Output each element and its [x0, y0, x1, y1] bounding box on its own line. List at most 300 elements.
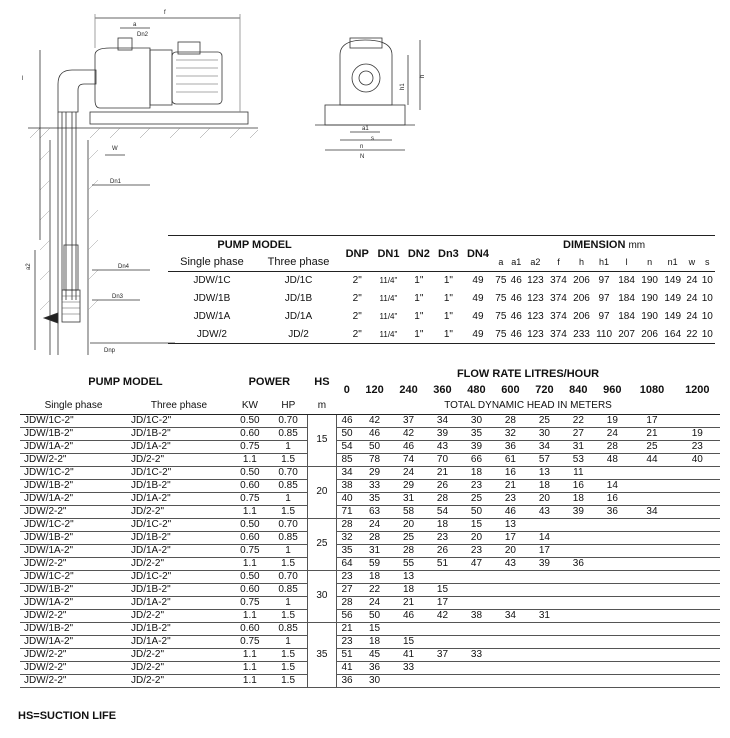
head-value-cell	[675, 531, 720, 544]
hp-cell: 0.85	[269, 531, 308, 544]
hs-cell: 15	[308, 414, 336, 466]
hs-cell: 35	[308, 622, 336, 687]
dim-value-cell: 24	[686, 293, 698, 304]
head-value-cell	[629, 661, 674, 674]
head-value-cell	[459, 635, 493, 648]
head-value-cell	[493, 674, 527, 687]
kw-cell: 1.1	[231, 557, 269, 570]
dim-value-cell: 46	[509, 326, 524, 344]
head-value-cell: 36	[595, 505, 629, 518]
head-value-cell	[595, 648, 629, 661]
dim-value-cell: 10	[701, 293, 713, 304]
head-value-cell: 34	[493, 609, 527, 622]
head-value-cell	[493, 596, 527, 609]
performance-row	[20, 661, 720, 674]
dnp-header: DNP	[345, 247, 369, 260]
head-value-cell: 41	[392, 648, 426, 661]
hp-cell: 0.85	[269, 479, 308, 492]
three-phase-model-cell: JD/2-2"	[127, 557, 231, 570]
performance-row	[20, 674, 720, 687]
head-value-cell	[629, 518, 674, 531]
head-value-cell	[675, 635, 720, 648]
head-value-cell	[561, 570, 595, 583]
dim-cell-single: JDW/1B	[193, 293, 231, 304]
hp-cell: 1.5	[269, 648, 308, 661]
head-value-cell	[527, 635, 561, 648]
head-value-cell: 28	[426, 492, 460, 505]
head-value-cell: 31	[392, 492, 426, 505]
dim-value-cell: 206	[570, 272, 593, 290]
hp-cell: 1.5	[269, 557, 308, 570]
dim-value-cell: 190	[641, 293, 658, 304]
performance-row	[20, 518, 720, 531]
flow-value-header: 720	[535, 384, 554, 396]
head-value-cell	[675, 583, 720, 596]
dim-value-cell: 10	[700, 326, 715, 344]
perf-hs-header: HS	[314, 376, 330, 388]
dim-value-cell: 374	[547, 326, 570, 344]
head-value-cell	[595, 570, 629, 583]
dim-value-cell: 374	[547, 272, 570, 290]
head-value-cell: 38	[336, 479, 358, 492]
dim-value-cell: 206	[638, 326, 661, 344]
dim-value-cell: 184	[618, 311, 635, 322]
head-value-cell: 63	[358, 505, 392, 518]
head-value-cell: 46	[392, 609, 426, 622]
dim-col: a	[498, 257, 504, 268]
dimension-row	[168, 326, 715, 344]
dim-value-cell: 123	[524, 272, 547, 290]
dim-cell-dn2: 1"	[414, 311, 424, 322]
head-value-cell	[561, 648, 595, 661]
head-value-cell: 34	[527, 440, 561, 453]
head-value-cell: 18	[426, 518, 460, 531]
head-value-cell: 48	[595, 453, 629, 466]
head-value-cell: 59	[358, 557, 392, 570]
dim-cell-dnp: 2"	[352, 311, 362, 322]
head-value-cell	[629, 648, 674, 661]
head-value-cell: 17	[527, 544, 561, 557]
head-value-cell	[493, 622, 527, 635]
dim-cell-dn3: 1"	[443, 311, 453, 322]
dim-value-cell: 75	[493, 272, 508, 290]
head-value-cell	[629, 466, 674, 479]
head-value-cell: 13	[527, 466, 561, 479]
single-phase-model-cell: JDW/1C-2"	[20, 414, 127, 427]
svg-text:a: a	[133, 22, 137, 28]
kw-cell: 1.1	[231, 674, 269, 687]
foot-valve	[62, 290, 80, 322]
kw-cell: 0.50	[231, 466, 269, 479]
performance-row	[20, 609, 720, 622]
dim-value-cell: 22	[684, 326, 699, 344]
single-phase-model-cell: JDW/2-2"	[20, 453, 127, 466]
head-value-cell	[426, 635, 460, 648]
single-phase-model-cell: JDW/2-2"	[20, 557, 127, 570]
single-phase-model-cell: JDW/1B-2"	[20, 427, 127, 440]
head-value-cell: 23	[336, 570, 358, 583]
dim-value-cell: 184	[618, 293, 635, 304]
head-value-cell	[493, 635, 527, 648]
head-value-cell: 20	[392, 518, 426, 531]
flow-rate-header: FLOW RATE LITRES/HOUR	[456, 368, 600, 380]
head-value-cell: 40	[675, 453, 720, 466]
svg-text:h: h	[420, 74, 426, 78]
flow-value-header: 480	[467, 384, 486, 396]
dn2-header: DN2	[407, 247, 430, 260]
single-phase-model-cell: JDW/2-2"	[20, 505, 127, 518]
single-phase-model-cell: JDW/1A-2"	[20, 492, 127, 505]
head-value-cell	[675, 557, 720, 570]
dim-value-cell: 123	[524, 326, 547, 344]
dim-value-cell: 207	[615, 326, 638, 344]
head-value-cell: 11	[561, 466, 595, 479]
head-value-cell: 39	[561, 505, 595, 518]
dim-cell-dn4: 49	[472, 311, 484, 322]
head-value-cell: 43	[527, 505, 561, 518]
head-value-cell	[561, 583, 595, 596]
dim-cell-dn1: 11/4"	[373, 272, 403, 290]
head-value-cell: 46	[493, 505, 527, 518]
elbow	[58, 70, 96, 112]
three-phase-model-cell: JD/1B-2"	[127, 531, 231, 544]
dim-cell-three: JD/1B	[284, 293, 313, 304]
flow-value-header: 360	[433, 384, 452, 396]
head-value-cell: 28	[493, 414, 527, 427]
head-value-cell: 85	[336, 453, 358, 466]
dim-cell-dn2: 1"	[404, 326, 434, 344]
kw-cell: 0.75	[231, 492, 269, 505]
head-value-cell	[675, 609, 720, 622]
dim-cell-single: JDW/1C	[168, 272, 256, 290]
perf-single-phase-header: Single phase	[20, 398, 127, 414]
performance-row	[20, 622, 720, 635]
single-phase-model-cell: JDW/2-2"	[20, 661, 127, 674]
head-value-cell: 43	[493, 557, 527, 570]
head-value-cell	[527, 674, 561, 687]
dim-value-cell: 123	[527, 311, 544, 322]
head-value-cell	[629, 583, 674, 596]
performance-row	[20, 466, 720, 479]
svg-text:a1: a1	[362, 126, 369, 132]
head-value-cell: 31	[527, 609, 561, 622]
dim-value-cell: 97	[598, 293, 610, 304]
single-phase-model-cell: JDW/1B-2"	[20, 531, 127, 544]
perf-pump-model-header: PUMP MODEL	[88, 376, 163, 388]
svg-text:a2: a2	[26, 263, 32, 270]
performance-row	[20, 583, 720, 596]
single-phase-model-cell: JDW/1C-2"	[20, 466, 127, 479]
single-phase-model-cell: JDW/1C-2"	[20, 518, 127, 531]
three-phase-model-cell: JD/2-2"	[127, 661, 231, 674]
tdh-header: TOTAL DYNAMIC HEAD IN METERS	[336, 398, 720, 414]
dim-value-cell: 374	[550, 293, 567, 304]
flow-value-header: 240	[399, 384, 418, 396]
head-value-cell	[459, 661, 493, 674]
three-phase-model-cell: JD/1C-2"	[127, 570, 231, 583]
head-value-cell	[426, 622, 460, 635]
head-value-cell: 15	[426, 583, 460, 596]
head-value-cell	[629, 479, 674, 492]
kw-cell: 1.1	[231, 609, 269, 622]
flow-value-header: 120	[365, 384, 384, 396]
head-value-cell: 28	[336, 596, 358, 609]
head-value-cell: 50	[358, 440, 392, 453]
head-value-cell: 54	[336, 440, 358, 453]
head-value-cell: 36	[493, 440, 527, 453]
head-value-cell: 57	[527, 453, 561, 466]
single-phase-model-cell: JDW/1B-2"	[20, 622, 127, 635]
head-value-cell	[629, 635, 674, 648]
dim-col: h1	[599, 257, 610, 268]
head-value-cell	[629, 531, 674, 544]
head-value-cell	[595, 661, 629, 674]
head-value-cell	[493, 648, 527, 661]
head-value-cell: 21	[336, 622, 358, 635]
head-value-cell	[629, 544, 674, 557]
hp-cell: 0.70	[269, 414, 308, 427]
side-base	[325, 105, 405, 125]
head-value-cell	[392, 674, 426, 687]
head-value-cell: 39	[426, 427, 460, 440]
flow-value-header: 960	[603, 384, 622, 396]
dim-col: s	[705, 257, 710, 268]
hp-cell: 0.85	[269, 622, 308, 635]
head-value-cell	[527, 583, 561, 596]
dim-value-cell: 190	[638, 272, 661, 290]
head-value-cell: 18	[358, 570, 392, 583]
head-value-cell	[675, 648, 720, 661]
head-value-cell: 22	[561, 414, 595, 427]
head-value-cell: 45	[358, 648, 392, 661]
head-value-cell	[561, 531, 595, 544]
head-value-cell	[561, 635, 595, 648]
dim-cell-dn1: 11/4"	[379, 294, 398, 303]
head-value-cell: 18	[527, 479, 561, 492]
head-value-cell: 23	[675, 440, 720, 453]
dim-value-cell: 24	[684, 272, 699, 290]
head-value-cell	[561, 609, 595, 622]
dim-value-cell: 233	[570, 326, 593, 344]
hp-cell: 1	[269, 544, 308, 557]
hp-cell: 1.5	[269, 674, 308, 687]
svg-text:W: W	[112, 146, 118, 152]
dim-value-cell: 10	[701, 311, 713, 322]
head-value-cell	[675, 544, 720, 557]
head-value-cell: 74	[392, 453, 426, 466]
head-value-cell: 35	[336, 544, 358, 557]
performance-row	[20, 440, 720, 453]
head-value-cell	[595, 518, 629, 531]
three-phase-model-cell: JD/2-2"	[127, 674, 231, 687]
head-value-cell	[459, 622, 493, 635]
head-value-cell: 21	[392, 596, 426, 609]
head-value-cell	[629, 570, 674, 583]
hp-cell: 1	[269, 635, 308, 648]
dim-value-cell: 206	[573, 293, 590, 304]
head-value-cell: 16	[595, 492, 629, 505]
svg-text:N: N	[360, 154, 365, 160]
head-value-cell: 31	[358, 544, 392, 557]
head-value-cell: 15	[392, 635, 426, 648]
dim-value-cell: 75	[495, 311, 507, 322]
head-value-cell	[561, 596, 595, 609]
perf-power-header: POWER	[248, 376, 291, 388]
head-value-cell: 56	[336, 609, 358, 622]
dim-cell-three: JD/2	[256, 326, 341, 344]
head-value-cell: 21	[426, 466, 460, 479]
hp-cell: 1.5	[269, 505, 308, 518]
svg-text:Dn1: Dn1	[110, 179, 122, 185]
head-value-cell	[675, 596, 720, 609]
head-value-cell: 25	[629, 440, 674, 453]
kw-cell: 0.60	[231, 531, 269, 544]
dimension-table	[168, 235, 715, 344]
head-value-cell	[527, 596, 561, 609]
head-value-cell: 27	[561, 427, 595, 440]
kw-cell: 1.1	[231, 661, 269, 674]
hp-cell: 1	[269, 492, 308, 505]
head-value-cell: 50	[358, 609, 392, 622]
head-value-cell: 34	[426, 414, 460, 427]
head-value-cell	[595, 609, 629, 622]
head-value-cell	[675, 492, 720, 505]
svg-text:f: f	[164, 10, 166, 16]
three-phase-model-cell: JD/1C-2"	[127, 466, 231, 479]
head-value-cell: 70	[426, 453, 460, 466]
single-phase-model-cell: JDW/1B-2"	[20, 583, 127, 596]
dim-value-cell: 374	[550, 311, 567, 322]
three-phase-model-cell: JD/1B-2"	[127, 427, 231, 440]
head-value-cell: 36	[358, 661, 392, 674]
performance-row	[20, 492, 720, 505]
hp-cell: 0.70	[269, 570, 308, 583]
head-value-cell	[629, 596, 674, 609]
head-value-cell: 17	[493, 531, 527, 544]
hp-cell: 1	[269, 440, 308, 453]
kw-cell: 0.50	[231, 570, 269, 583]
single-phase-model-cell: JDW/2-2"	[20, 609, 127, 622]
kw-cell: 0.50	[231, 518, 269, 531]
head-value-cell	[459, 596, 493, 609]
head-value-cell: 51	[426, 557, 460, 570]
performance-row	[20, 453, 720, 466]
dim-cell-single: JDW/2	[168, 326, 256, 344]
three-phase-model-cell: JD/1A-2"	[127, 635, 231, 648]
head-value-cell: 21	[629, 427, 674, 440]
dim-value-cell: 10	[700, 272, 715, 290]
head-value-cell	[561, 544, 595, 557]
dim-col: w	[688, 257, 696, 268]
head-value-cell: 46	[392, 440, 426, 453]
head-value-cell: 31	[561, 440, 595, 453]
dim-value-cell: 46	[510, 293, 522, 304]
dimension-row	[168, 290, 715, 308]
dim-cell-dn1: 11/4"	[379, 312, 398, 321]
perf-three-phase-header: Three phase	[127, 398, 231, 414]
hp-cell: 0.70	[269, 466, 308, 479]
dim-col: h	[579, 257, 585, 268]
head-value-cell: 47	[459, 557, 493, 570]
head-value-cell: 15	[358, 622, 392, 635]
kw-header: KW	[231, 398, 269, 414]
dim-value-cell: 24	[686, 311, 698, 322]
dim-cell-dn2: 1"	[414, 293, 424, 304]
head-value-cell	[675, 622, 720, 635]
head-value-cell	[629, 609, 674, 622]
head-value-cell: 26	[426, 544, 460, 557]
head-value-cell	[675, 466, 720, 479]
head-value-cell: 18	[561, 492, 595, 505]
head-value-cell: 46	[358, 427, 392, 440]
single-phase-model-cell: JDW/1A-2"	[20, 635, 127, 648]
head-value-cell: 33	[459, 648, 493, 661]
performance-table	[20, 366, 720, 688]
head-value-cell: 23	[459, 544, 493, 557]
dimension-row	[168, 308, 715, 326]
head-value-cell	[595, 557, 629, 570]
kw-cell: 1.1	[231, 453, 269, 466]
head-value-cell: 20	[527, 492, 561, 505]
three-phase-model-cell: JD/2-2"	[127, 453, 231, 466]
kw-cell: 0.75	[231, 596, 269, 609]
head-value-cell	[595, 583, 629, 596]
head-value-cell: 78	[358, 453, 392, 466]
performance-row	[20, 570, 720, 583]
head-value-cell: 30	[358, 674, 392, 687]
head-value-cell	[675, 661, 720, 674]
hp-cell: 1.5	[269, 453, 308, 466]
head-value-cell: 28	[358, 531, 392, 544]
single-phase-model-cell: JDW/1A-2"	[20, 544, 127, 557]
flow-value-header: 600	[501, 384, 520, 396]
kw-cell: 1.1	[231, 505, 269, 518]
hp-cell: 1	[269, 596, 308, 609]
performance-row	[20, 635, 720, 648]
head-value-cell: 38	[459, 609, 493, 622]
dim-value-cell: 97	[593, 272, 615, 290]
svg-text:h1: h1	[400, 83, 406, 90]
head-value-cell: 19	[675, 427, 720, 440]
head-value-cell	[426, 570, 460, 583]
head-value-cell: 64	[336, 557, 358, 570]
head-value-cell: 18	[392, 583, 426, 596]
head-value-cell	[561, 622, 595, 635]
head-value-cell	[459, 674, 493, 687]
head-value-cell	[426, 661, 460, 674]
performance-row	[20, 557, 720, 570]
head-value-cell: 37	[426, 648, 460, 661]
head-value-cell	[561, 661, 595, 674]
footer-note: HS=SUCTION LIFE	[18, 710, 117, 722]
head-value-cell: 61	[493, 453, 527, 466]
head-value-cell: 23	[459, 479, 493, 492]
head-value-cell	[675, 414, 720, 427]
performance-row	[20, 596, 720, 609]
head-value-cell	[629, 492, 674, 505]
dim-value-cell: 184	[615, 272, 638, 290]
head-value-cell	[459, 583, 493, 596]
head-value-cell: 24	[358, 518, 392, 531]
dim-value-cell: 97	[598, 311, 610, 322]
head-value-cell: 24	[392, 466, 426, 479]
head-value-cell: 30	[527, 427, 561, 440]
dim-cell-three: JD/1A	[284, 311, 313, 322]
head-value-cell: 28	[336, 518, 358, 531]
svg-text:Dnp: Dnp	[104, 348, 116, 354]
svg-text:s: s	[371, 136, 374, 142]
head-value-cell: 24	[595, 427, 629, 440]
